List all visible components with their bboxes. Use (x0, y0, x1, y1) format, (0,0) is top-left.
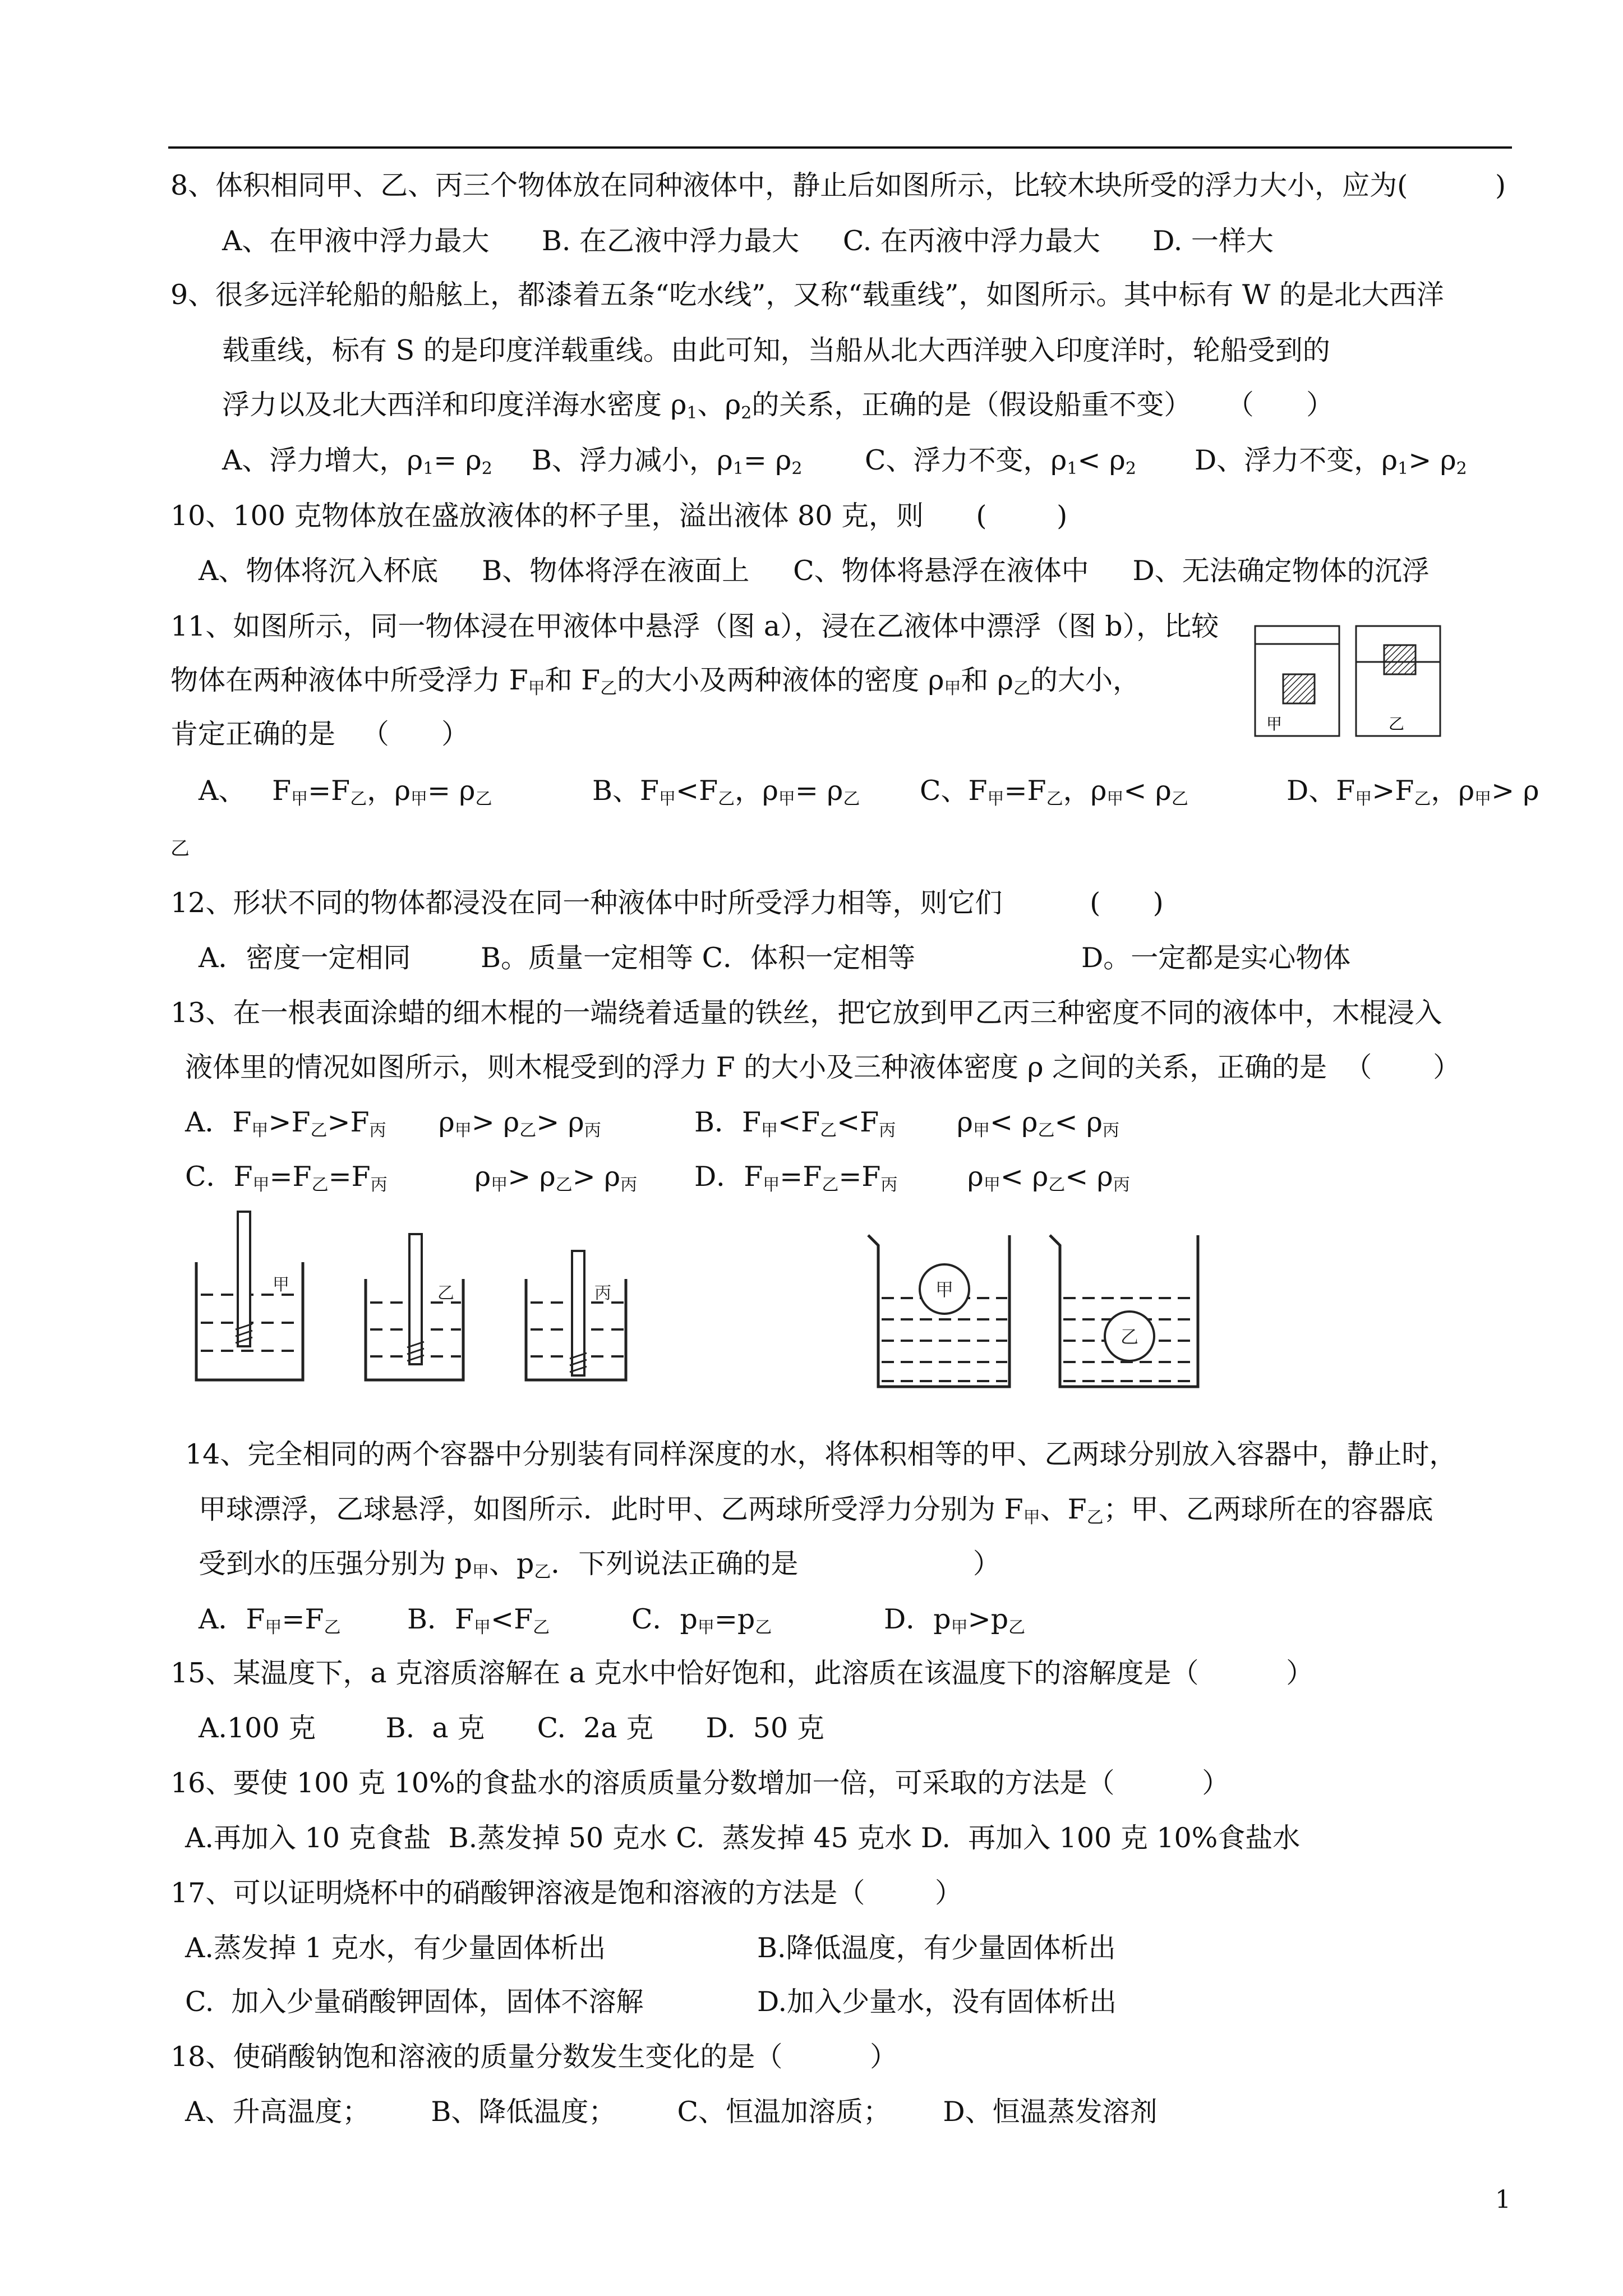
q9-option-b: B、浮力减小，$\rho_1= \rho_2$ (532, 444, 803, 478)
q14-line1: 14、完全相同的两个容器中分别装有同样深度的水，将体积相等的甲、乙两球分别放入容器中，静止时， (185, 1438, 1457, 1470)
q11-option-b: B、$F_甲<F_乙$，$\rho_甲= \rho_乙$ (592, 775, 860, 809)
floating-block (1384, 645, 1415, 674)
q15-options: A.100 克 B. a 克 C. 2a 克 D. 50 克 (199, 1712, 824, 1744)
q10-stem: 10、100 克物体放在盛放液体的杯子里，溢出液体 80 克，则 ( ) (170, 500, 1068, 532)
ball-jia-label: 甲 (935, 1279, 954, 1300)
page-number: 1 (1495, 2185, 1511, 2214)
q11-line3: 肯定正确的是 （ ） (170, 718, 469, 750)
q14-option-b: B．$F_甲<F_乙$ (407, 1603, 550, 1637)
q9-option-a: A、浮力增大，$\rho_1= \rho_2$ (222, 444, 492, 478)
q14-option-c: C．$p_甲=p_乙$ (631, 1603, 772, 1637)
q16-options: A.再加入 10 克食盐 B.蒸发掉 50 克水 C. 蒸发掉 45 克水 D. 再加入 100 克 10%食盐水 (185, 1822, 1301, 1854)
q9-option-c: C、浮力不变，$\rho_1< \rho_2$ (865, 444, 1136, 478)
beaker-right (1050, 1235, 1198, 1387)
q11-option-d-wrap: 乙 (170, 838, 190, 860)
q13-figure (191, 1200, 651, 1391)
beaker-a-label: 甲 (1266, 715, 1283, 733)
q17-option-b: B.降低温度，有少量固体析出 (757, 1932, 1116, 1964)
q17-stem: 17、可以证明烧杯中的硝酸钾溶液是饱和溶液的方法是（ ） (170, 1877, 962, 1909)
q18-options: A、升高温度； B、降低温度； C、恒温加溶质； D、恒温蒸发溶剂 (185, 2096, 1158, 2128)
header-rule (168, 146, 1512, 149)
q13-option-a: A．$F_甲>F_乙>F_丙$ $\rho_甲> \rho_乙> \rho_丙$ (185, 1106, 601, 1140)
q13-option-d: D．$F_甲=F_乙=F_丙$ $\rho_甲< \rho_乙< \rho_丙$ (694, 1161, 1130, 1195)
q13-line1: 13、在一根表面涂蜡的细木棍的一端绕着适量的铁丝，把它放到甲乙丙三种密度不同的液体中，木棍浸入 (170, 997, 1442, 1029)
label-jia: 甲 (273, 1275, 289, 1295)
q14-line2: 甲球漂浮，乙球悬浮，如图所示．此时甲、乙两球所受浮力分别为 $F_甲$、$F_乙$；甲、乙两球所在的容器底 (199, 1493, 1433, 1527)
q16-stem: 16、要使 100 克 10%的食盐水的溶质质量分数增加一倍，可采取的方法是（ ） (170, 1767, 1230, 1799)
label-bing: 丙 (594, 1283, 611, 1303)
q13-option-b: B．$F_甲<F_乙<F_丙$ $\rho_甲< \rho_乙< \rho_丙$ (694, 1106, 1119, 1140)
q17-option-a: A.蒸发掉 1 克水，有少量固体析出 (185, 1932, 606, 1964)
suspended-block (1283, 674, 1315, 703)
q9-line3: 浮力以及北大西洋和印度洋海水密度 $\rho_1$、$\rho_2$的关系，正确的是（假设船重不变） （ ） (222, 389, 1334, 423)
q11-figure (1251, 611, 1486, 752)
q11-option-a: A、 $F_甲=F_乙$，$\rho_甲= \rho_乙$ (199, 775, 492, 809)
q18-stem: 18、使硝酸钠饱和溶液的质量分数发生变化的是（ ） (170, 2041, 898, 2073)
q14-option-a: A．$F_甲=F_乙$ (199, 1603, 341, 1637)
q9-line2: 载重线，标有 S 的是印度洋载重线。由此可知，当船从北大西洋驶入印度洋时，轮船受到的 (222, 334, 1330, 366)
q13-line2: 液体里的情况如图所示，则木棍受到的浮力 F 的大小及三种液体密度 ρ 之间的关系，正确的是 （ ） (185, 1051, 1461, 1083)
q11-line2: 物体在两种液体中所受浮力 $F_甲$和 $F_乙$的大小及两种液体的密度 $\rho_甲$和 $\rho_乙$的大小， (170, 664, 1140, 698)
q12-options: A．密度一定相同 B。质量一定相等 C．体积一定相等 D。一定都是实心物体 (199, 942, 1351, 974)
ball-yi-label: 乙 (1121, 1326, 1139, 1347)
q14-figure (858, 1223, 1217, 1391)
q9-option-d: D、浮力不变，$\rho_1> \rho_2$ (1195, 444, 1467, 478)
label-yi: 乙 (437, 1283, 454, 1303)
q13-option-c: C．$F_甲=F_乙=F_丙$ $\rho_甲> \rho_乙> \rho_丙$ (185, 1161, 638, 1195)
q8-stem: 8、体积相同甲、乙、丙三个物体放在同种液体中，静止后如图所示，比较木块所受的浮力大小，应为( ) (170, 169, 1506, 201)
beaker-b-label: 乙 (1389, 715, 1405, 733)
q8-options: A、在甲液中浮力最大 B. 在乙液中浮力最大 C. 在丙液中浮力最大 D. 一样大 (222, 225, 1274, 257)
q11-option-c: C、$F_甲=F_乙$，$\rho_甲< \rho_乙$ (920, 775, 1188, 809)
q10-options: A、物体将沉入杯底 B、物体将浮在液面上 C、物体将悬浮在液体中 D、无法确定物体的沉浮 (199, 555, 1430, 587)
q11-line1: 11、如图所示，同一物体浸在甲液体中悬浮（图 a），浸在乙液体中漂浮（图 b），比较 (170, 610, 1219, 642)
q14-line3: 受到水的压强分别为 $p_甲$、$p_乙$．下列说法正确的是 ） (199, 1548, 1000, 1582)
q12-stem: 12、形状不同的物体都浸没在同一种液体中时所受浮力相等，则它们 ( ) (170, 887, 1164, 919)
q14-option-d: D．$p_甲>p_乙$ (884, 1603, 1026, 1637)
q17-option-d: D.加入少量水，没有固体析出 (757, 1986, 1117, 2018)
q9-line1: 9、很多远洋轮船的船舷上，都漆着五条“吃水线”，又称“载重线”，如图所示。其中标有 W 的是北大西洋 (170, 279, 1444, 311)
q11-option-d: D、$F_甲>F_乙$，$\rho_甲> \rho$ (1287, 775, 1539, 809)
q17-option-c: C. 加入少量硝酸钾固体，固体不溶解 (185, 1986, 644, 2018)
q15-stem: 15、某温度下，a 克溶质溶解在 a 克水中恰好饱和，此溶质在该温度下的溶解度是（ ） (170, 1657, 1314, 1689)
